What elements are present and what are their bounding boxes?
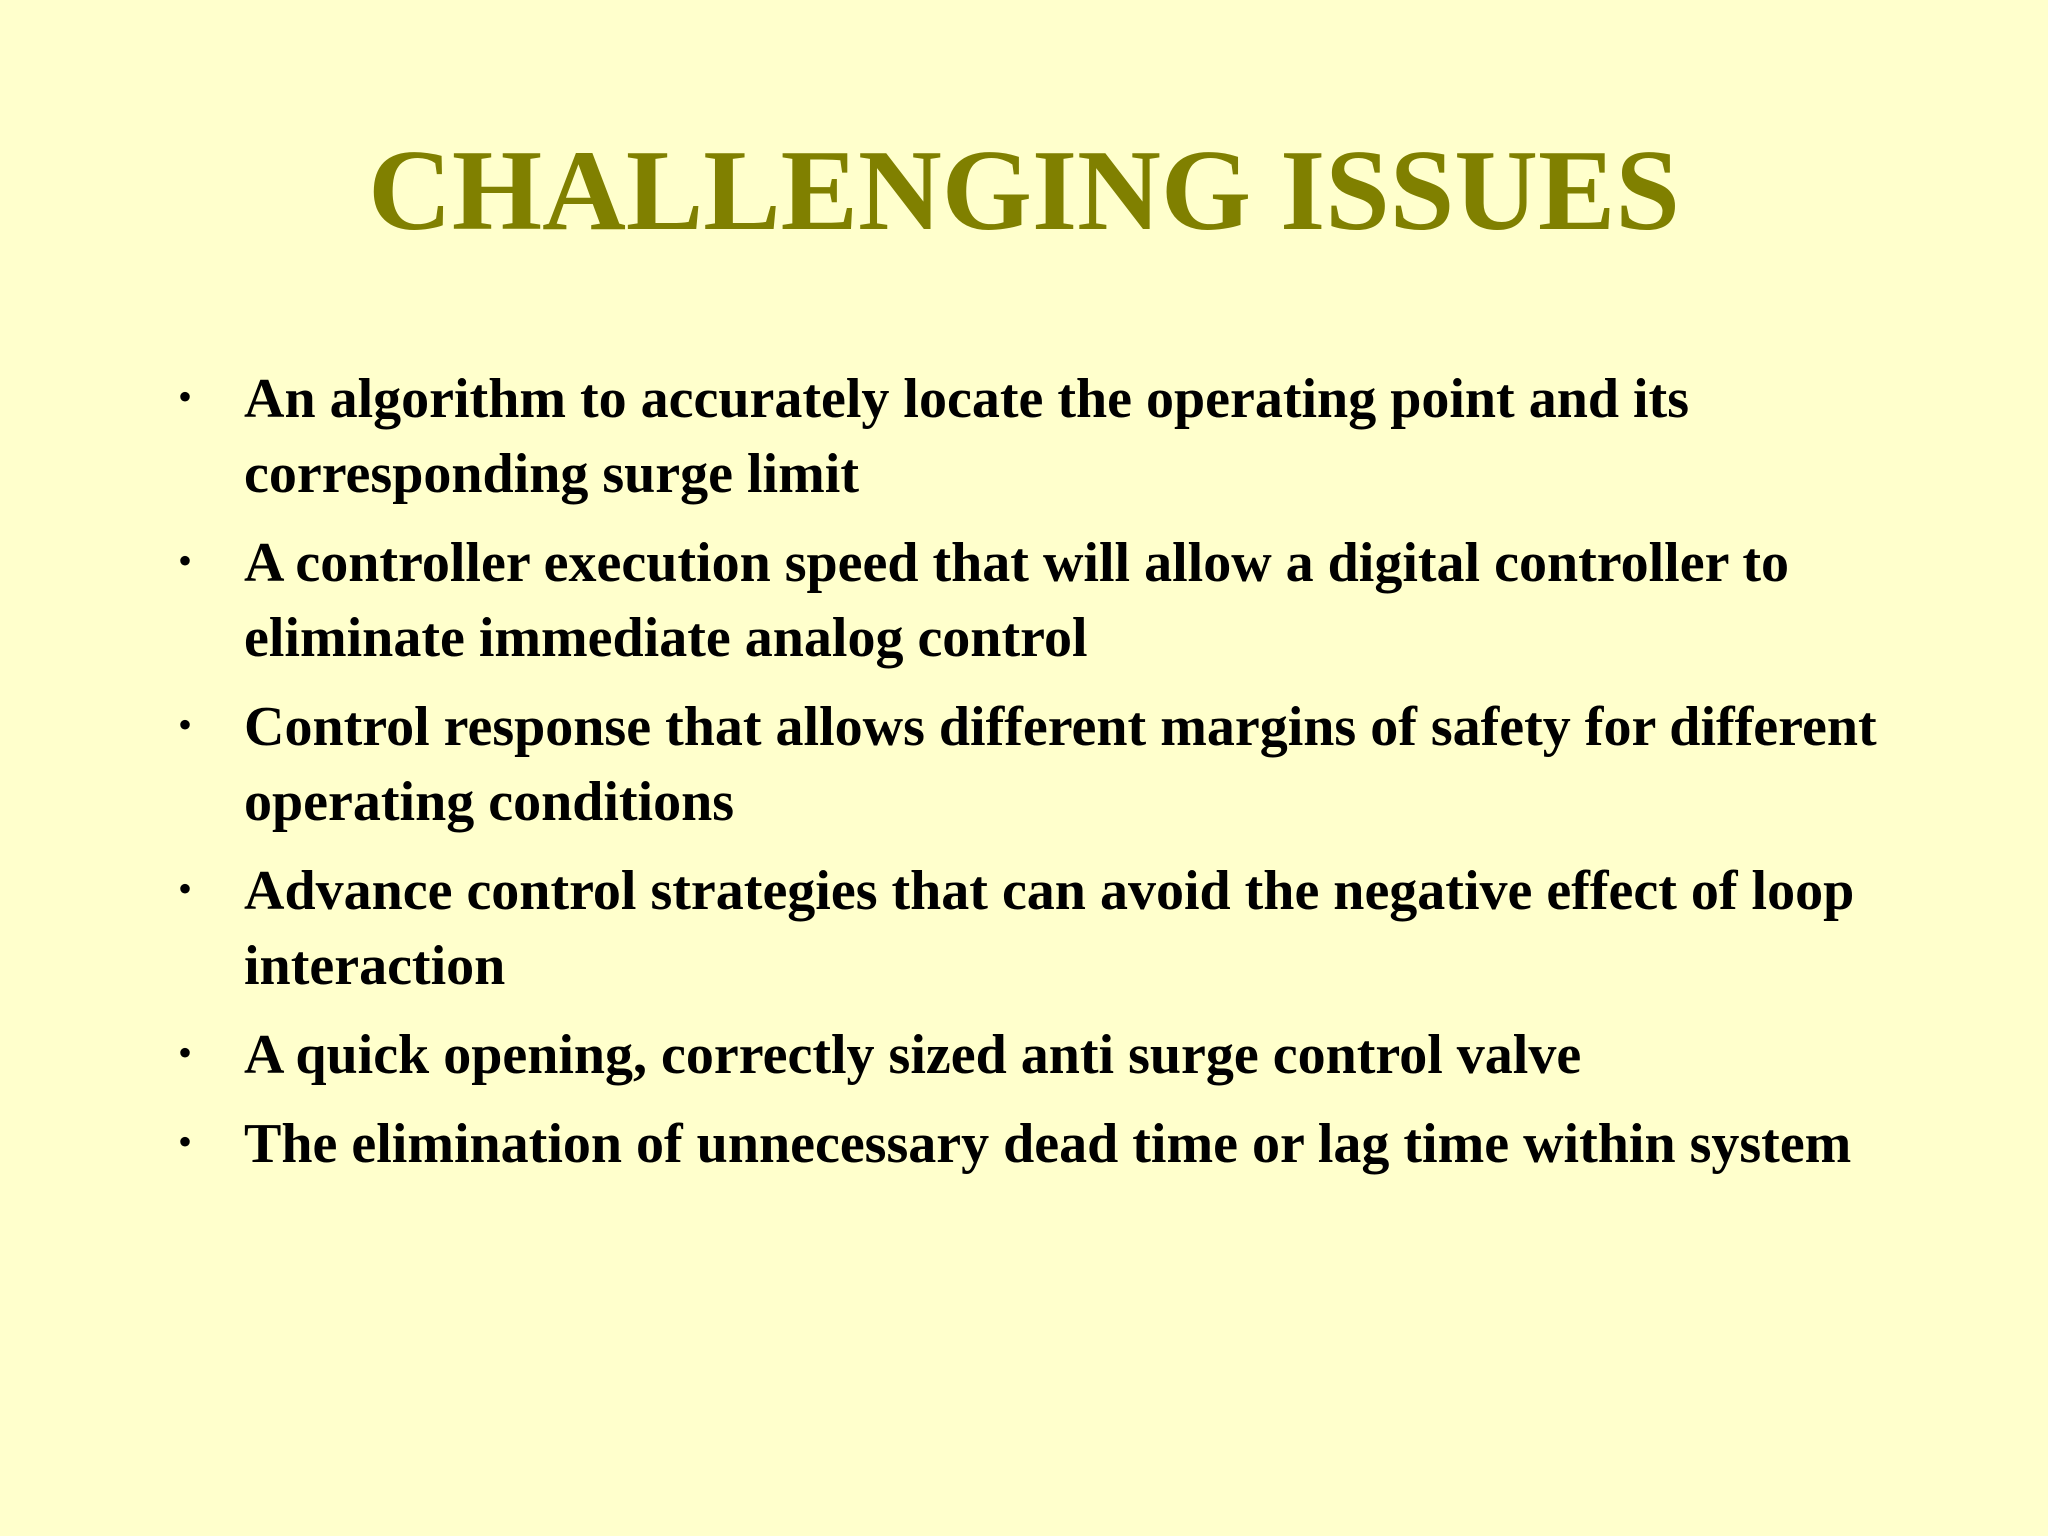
bullet-item — [168, 1107, 1898, 1182]
bullet-item — [168, 1018, 1898, 1093]
bullet-text: A controller execution speed that will allow a digital controller to eliminate immediate analog control — [244, 532, 1790, 669]
bullet-dot-icon: • — [178, 538, 193, 583]
bullet-item — [168, 854, 1898, 1004]
bullet-dot-icon: • — [178, 702, 193, 747]
slide-title: CHALLENGING ISSUES — [368, 127, 1680, 255]
bullet-text: A quick opening, correctly sized anti surge control valve — [244, 1024, 1582, 1086]
bullet-text: The elimination of unnecessary dead time or lag time within system — [244, 1113, 1852, 1175]
bullet-dot-icon: • — [178, 1030, 193, 1075]
bullet-text: Advance control strategies that can avoid the negative effect of loop interaction — [244, 860, 1855, 997]
bullet-dot-icon: • — [178, 1119, 193, 1164]
bullet-item — [168, 526, 1898, 676]
bullet-list — [168, 362, 1898, 1196]
bullet-dot-icon: • — [178, 866, 193, 911]
bullet-dot-icon: • — [178, 374, 193, 419]
bullet-text: Control response that allows different margins of safety for different operating conditions — [244, 696, 1877, 833]
bullet-item — [168, 362, 1898, 512]
bullet-text: An algorithm to accurately locate the operating point and its corresponding surge limit — [244, 368, 1689, 505]
bullet-item — [168, 690, 1898, 840]
